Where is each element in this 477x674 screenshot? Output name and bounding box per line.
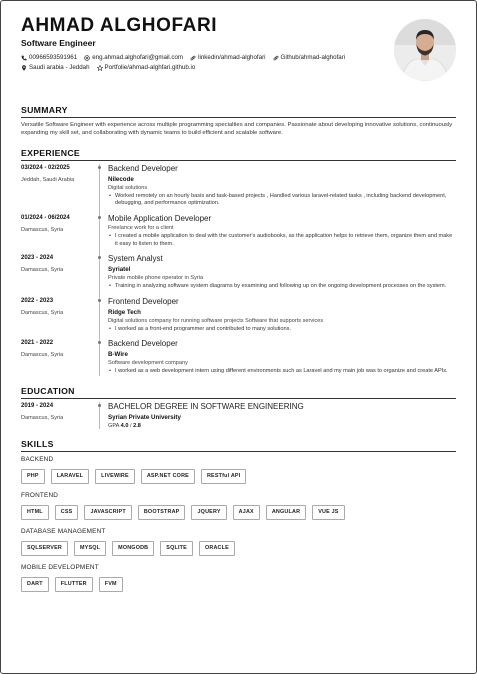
skill-group-title: BACKEND xyxy=(21,455,54,463)
contact-info xyxy=(21,53,456,73)
experience-divider xyxy=(21,160,456,161)
timeline-line xyxy=(99,164,100,214)
entry-date: 2022 - 2023 xyxy=(21,297,54,304)
skill-tag: LARAVEL xyxy=(51,469,89,484)
portfolio-contact[interactable] xyxy=(97,63,196,73)
skills-section xyxy=(21,439,456,592)
skill-tag: JAVASCRIPT xyxy=(84,505,131,520)
skill-tag: MONGODB xyxy=(112,541,154,556)
entry-description: Digital solutions company for running software projects Software that supports services xyxy=(108,317,324,324)
at-icon xyxy=(84,55,90,61)
entry-bullet: • Worked remotely on an hourly basis and task-based projects , Handled various laravel-related tasks , including backend development, debugging, and performance optimization. xyxy=(108,193,456,208)
entry-job-title: Backend Developer xyxy=(108,163,178,173)
full-name: AHMAD ALGHOFARI xyxy=(21,15,218,36)
entry-bullet: • Training in analyzing software system diagrams by examining and following up on the ongoing development processes on the system. xyxy=(108,283,456,291)
timeline-line xyxy=(99,297,100,340)
skill-tag: FVM xyxy=(99,577,123,592)
education-section xyxy=(21,386,456,429)
entry-bullet: • I worked as a front-end programmer and contributed to many solutions. xyxy=(108,326,456,334)
github-text: Github/ahmad-alghofari xyxy=(280,54,346,61)
entry-company: Ridge Tech xyxy=(108,308,141,316)
location-text: Saudi arabia - Jeddah xyxy=(29,64,90,71)
profile-photo xyxy=(394,19,456,81)
skill-tag: SQLITE xyxy=(160,541,193,556)
github-contact[interactable] xyxy=(273,53,346,63)
experience-entry xyxy=(21,164,456,214)
experience-timeline xyxy=(21,164,456,376)
email-contact[interactable] xyxy=(84,53,183,63)
skill-tag: PHP xyxy=(21,469,45,484)
skills-divider xyxy=(21,451,456,452)
entry-job-title: System Analyst xyxy=(108,254,163,264)
skills-groups xyxy=(21,456,456,592)
experience-entry xyxy=(21,339,456,376)
skill-tag: BOOTSTRAP xyxy=(138,505,186,520)
summary-text: Versatile Software Engineer with experience across multiple programming specialties and companies. Passionate about developing innovative solutions, continuously expanding my skill set, and collaborating with dynamic teams to build efficient and scalable software. xyxy=(21,122,453,137)
skill-tag: JQUERY xyxy=(191,505,226,520)
summary-divider xyxy=(21,117,456,118)
entry-description: Private mobile phone operator in Syria xyxy=(108,275,204,282)
education-title: EDUCATION xyxy=(21,385,75,396)
entry-location: Damascus, Syria xyxy=(21,267,64,274)
skill-tag: VUE JS xyxy=(312,505,344,520)
skills-title: SKILLS xyxy=(21,438,54,449)
education-divider xyxy=(21,398,456,399)
skill-group-title: DATABASE MANAGEMENT xyxy=(21,527,106,535)
experience-entry xyxy=(21,214,456,254)
link-icon xyxy=(273,55,279,61)
entry-location: Damascus, Syria xyxy=(21,309,64,316)
timeline-line xyxy=(99,254,100,297)
skill-tag: SQLSERVER xyxy=(21,541,68,556)
timeline-line xyxy=(99,339,100,376)
skill-tag-row xyxy=(21,541,456,556)
entry-date: 2023 - 2024 xyxy=(21,255,54,262)
skill-tag-row xyxy=(21,577,456,592)
gpa-value: 4.0 xyxy=(120,422,129,429)
entry-job-title: Frontend Developer xyxy=(108,296,179,306)
education-degree: BACHELOR DEGREE IN SOFTWARE ENGINEERING xyxy=(108,401,304,411)
phone-text: 00966593591961 xyxy=(29,54,78,61)
education-date: 2019 - 2024 xyxy=(21,402,54,409)
skill-tag: ORACLE xyxy=(199,541,235,556)
entry-company: B-Wire xyxy=(108,351,128,359)
header xyxy=(21,15,456,95)
timeline-line xyxy=(99,402,100,429)
entry-bullet: • I created a mobile application to deal with the customer's audiobooks, as the application helps to retrieve them, organize them and make it easy to listen to them. xyxy=(108,233,456,248)
skill-tag: AJAX xyxy=(233,505,260,520)
linkedin-text: linkedin/ahmad-alghofari xyxy=(198,54,266,61)
skill-group-title: FRONTEND xyxy=(21,491,59,499)
entry-company: Nilecode xyxy=(108,175,134,183)
skill-tag-row xyxy=(21,505,456,520)
phone-icon xyxy=(21,55,27,61)
gpa-max: 2.8 xyxy=(133,422,141,429)
gpa-separator: / xyxy=(130,422,132,429)
entry-location: Damascus, Syria xyxy=(21,227,64,233)
entry-description: Software development company xyxy=(108,360,188,367)
skill-tag: ASP.NET CORE xyxy=(141,469,195,484)
location-pin-icon xyxy=(21,65,27,71)
education-location: Damascus, Syria xyxy=(21,414,64,421)
skill-tag: FLUTTER xyxy=(55,577,93,592)
skill-tag-row xyxy=(21,469,456,484)
skill-tag: CSS xyxy=(55,505,79,520)
summary-title: SUMMARY xyxy=(21,105,68,115)
education-entry xyxy=(21,402,456,429)
entry-company: Syriatel xyxy=(108,266,131,274)
experience-entry xyxy=(21,254,456,297)
entry-bullet: • I worked as a web development intern using different environments such as Laravel and my main job was to organize and create APIs. xyxy=(108,368,456,376)
summary-section xyxy=(21,105,456,138)
location-contact xyxy=(21,63,90,73)
skill-tag: ANGULAR xyxy=(266,505,306,520)
entry-date: 01/2024 - 06/2024 xyxy=(21,215,70,221)
education-gpa xyxy=(108,423,456,429)
email-text: eng.ahmad.alghofari@gmail.com xyxy=(92,54,184,61)
entry-job-title: Backend Developer xyxy=(108,339,178,349)
entry-location: Damascus, Syria xyxy=(21,352,64,359)
job-role: Software Engineer xyxy=(21,38,96,48)
phone-contact[interactable] xyxy=(21,53,77,63)
skill-tag: HTML xyxy=(21,505,49,520)
skill-tag: MYSQL xyxy=(74,541,106,556)
link-icon xyxy=(190,55,196,61)
experience-section xyxy=(21,148,456,376)
skill-group-title: MOBILE DEVELOPMENT xyxy=(21,563,99,571)
experience-entry xyxy=(21,297,456,340)
experience-title: EXPERIENCE xyxy=(21,147,81,158)
skill-tag: RESTful API xyxy=(201,469,246,484)
timeline-line xyxy=(99,214,100,254)
star-icon xyxy=(97,65,103,71)
skill-tag: LIVEWIRE xyxy=(95,469,135,484)
entry-description: Freelance work for a client xyxy=(108,225,174,231)
entry-description: Digital solutions xyxy=(108,184,148,191)
entry-location: Jeddah, Saudi Arabia xyxy=(21,176,75,183)
education-school: Syrian Private University xyxy=(108,413,181,421)
entry-date: 03/2024 - 02/2025 xyxy=(21,164,70,171)
gpa-label: GPA xyxy=(108,422,120,429)
entry-date: 2021 - 2022 xyxy=(21,340,54,347)
skill-tag: DART xyxy=(21,577,49,592)
entry-job-title: Mobile Application Developer xyxy=(108,214,212,223)
portfolio-text: Portfolie/ahmad-alghfari.github.io xyxy=(104,64,196,71)
linkedin-contact[interactable] xyxy=(190,53,265,63)
